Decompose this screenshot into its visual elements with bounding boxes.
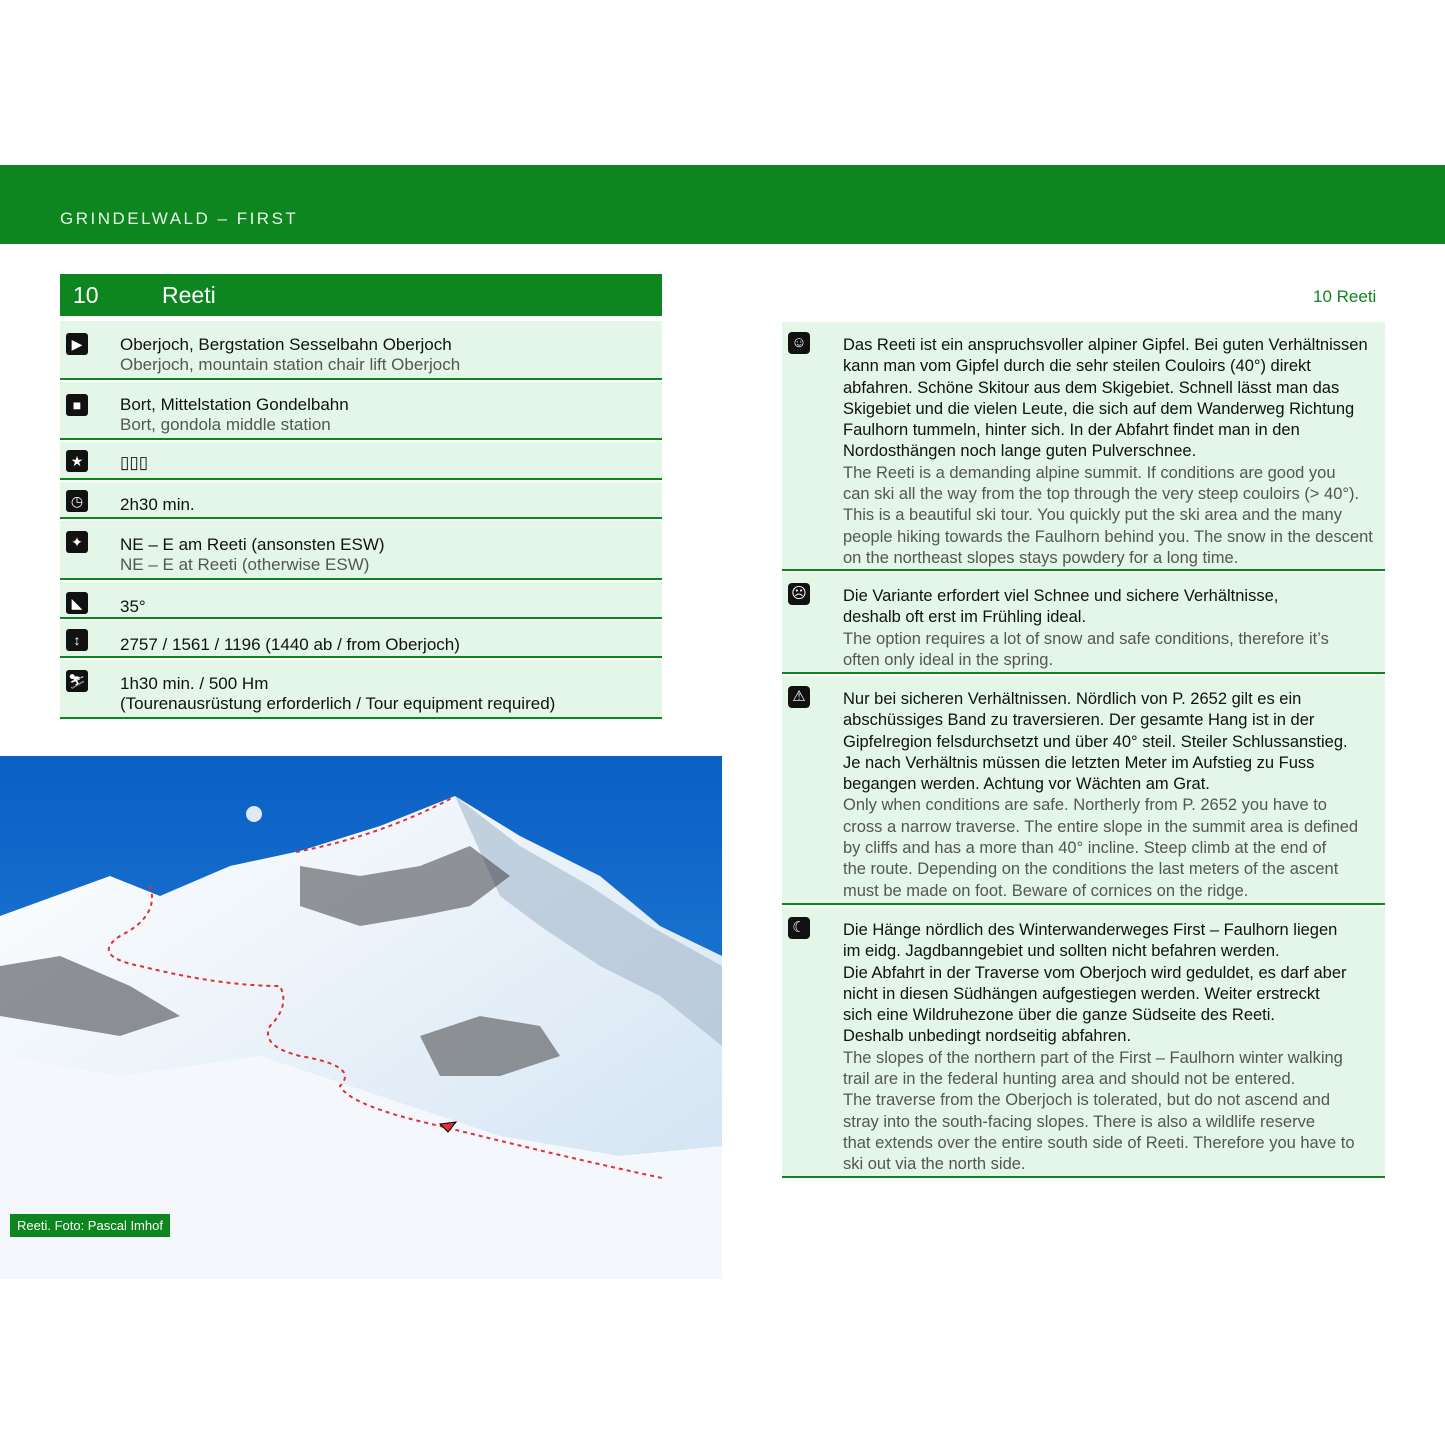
- note-line-en: often only ideal in the spring.: [843, 650, 1054, 669]
- ascent-icon: ⛷: [66, 670, 88, 692]
- note-line-en: on the northeast slopes stays powdery for a long time.: [843, 548, 1239, 567]
- fact-elevation-value: 2757 / 1561 / 1196 (1440 ab / from Oberjoch): [120, 635, 460, 654]
- note-line-de: deshalb oft erst im Frühling ideal.: [843, 608, 1087, 627]
- fact-ascent-en: (Tourenausrüstung erforderlich / Tour equipment required): [120, 694, 556, 713]
- note-line-en: that extends over the entire south side of Reeti. Therefore you have to: [843, 1133, 1355, 1152]
- note-line-en: people hiking towards the Faulhorn behind you. The snow in the descent: [843, 527, 1373, 546]
- note-line-en: cross a narrow traverse. The entire slope in the summit area is defined: [843, 817, 1359, 836]
- wildlife-icon: ☾: [788, 917, 810, 939]
- smile-icon: ☺: [788, 332, 810, 354]
- note-wildlife-text: [843, 920, 1385, 1176]
- route-name: Reeti: [162, 282, 216, 308]
- note-line-en: the route. Depending on the conditions the last meters of the ascent: [843, 860, 1339, 879]
- region-title: GRINDELWALD – FIRST: [60, 209, 299, 228]
- note-line-de: Skigebiet und die vielen Leute, die sich auf dem Wanderweg Richtung: [843, 399, 1355, 418]
- fact-exposition: [60, 521, 662, 580]
- fact-duration-value: 2h30 min.: [120, 495, 195, 514]
- route-facts: [60, 321, 662, 721]
- note-line-en: ski out via the north side.: [843, 1155, 1026, 1174]
- fact-exposition-en: NE – E at Reeti (otherwise ESW): [120, 555, 370, 574]
- fact-slope-value: 35°: [120, 597, 146, 616]
- difficulty-icon: ★: [66, 450, 88, 472]
- note-line-en: This is a beautiful ski tour. You quickly put the ski area and the many: [843, 506, 1342, 525]
- note-line-de: kann man vom Gipfel durch die sehr steilen Couloirs (40°) direkt: [843, 357, 1311, 376]
- compass-icon: ✦: [66, 531, 88, 553]
- fact-exposition-de: NE – E am Reeti (ansonsten ESW): [120, 535, 385, 554]
- frown-icon: ☹: [788, 583, 810, 605]
- start-icon: ▶: [66, 333, 88, 355]
- slope-icon: ◣: [66, 592, 88, 614]
- mountain-photo: [0, 756, 722, 1279]
- header-band: [0, 165, 1445, 244]
- note-line-de: Die Hänge nördlich des Winterwanderweges First – Faulhorn liegen: [843, 921, 1338, 939]
- note-line-de: Faulhorn tummeln, hinter sich. In der Abfahrt findet man in den: [843, 421, 1300, 440]
- note-warning-text: [843, 689, 1385, 902]
- note-line-de: abschüssiges Band zu traversieren. Der gesamte Hang ist in der: [843, 711, 1315, 730]
- fact-start: [60, 321, 662, 380]
- fact-duration: [60, 482, 662, 519]
- fact-slope: [60, 582, 662, 619]
- note-line-de: Nur bei sicheren Verhältnissen. Nördlich von P. 2652 gilt es ein: [843, 690, 1302, 708]
- note-wildlife: [782, 907, 1385, 1178]
- clock-icon: ◷: [66, 490, 88, 512]
- elevation-icon: ↕: [66, 629, 88, 651]
- fact-start-de: Oberjoch, Bergstation Sesselbahn Oberjoch: [120, 335, 452, 354]
- note-line-de: abfahren. Schöne Skitour aus dem Skigebiet. Schnell lässt man das: [843, 378, 1340, 397]
- note-line-de: begangen werden. Achtung vor Wächten am Grat.: [843, 775, 1210, 794]
- fact-ascent: [60, 660, 662, 719]
- note-line-de: Je nach Verhältnis müssen die letzten Meter im Aufstieg zu Fuss: [843, 753, 1315, 772]
- note-negative: [782, 573, 1385, 674]
- moon: [246, 806, 262, 822]
- note-line-de: Nordosthängen noch lange guten Pulverschnee.: [843, 442, 1197, 461]
- note-line-en: must be made on foot. Beware of cornices on the ridge.: [843, 881, 1249, 900]
- fact-ascent-de: 1h30 min. / 500 Hm: [120, 674, 269, 693]
- fact-end-de: Bort, Mittelstation Gondelbahn: [120, 395, 349, 414]
- note-warning: [782, 676, 1385, 905]
- route-heading: [60, 274, 662, 316]
- note-line-en: can ski all the way from the top through the very steep couloirs (> 40°).: [843, 485, 1360, 504]
- note-line-de: nicht in diesen Südhängen aufgestiegen werden. Weiter erstreckt: [843, 984, 1320, 1003]
- note-line-en: The slopes of the northern part of the First – Faulhorn winter walking: [843, 1048, 1343, 1067]
- note-line-en: stray into the south-facing slopes. There is also a wildlife reserve: [843, 1112, 1316, 1131]
- fact-start-en: Oberjoch, mountain station chair lift Oberjoch: [120, 355, 461, 374]
- route-notes: [782, 322, 1385, 1180]
- fact-elevation: [60, 621, 662, 658]
- note-line-de: im eidg. Jagdbanngebiet und sollten nicht befahren werden.: [843, 942, 1280, 961]
- photo-caption: Reeti. Foto: Pascal Imhof: [10, 1214, 170, 1237]
- fact-end: [60, 382, 662, 440]
- note-line-en: trail are in the federal hunting area and should not be entered.: [843, 1070, 1296, 1089]
- note-line-en: Only when conditions are safe. Northerly from P. 2652 you have to: [843, 796, 1327, 815]
- note-line-en: The option requires a lot of snow and safe conditions, therefore it’s: [843, 629, 1329, 648]
- note-line-de: Die Abfahrt in der Traverse vom Oberjoch wird geduldet, es darf aber: [843, 963, 1347, 982]
- note-line-en: by cliffs and has a more than 40° incline. Steep climb at the end of: [843, 839, 1327, 858]
- note-negative-text: [843, 586, 1385, 671]
- note-positive-text: [843, 335, 1385, 569]
- fact-difficulty: [60, 442, 662, 480]
- fact-end-en: Bort, gondola middle station: [120, 415, 331, 434]
- stop-icon: ■: [66, 394, 88, 416]
- right-route-heading: 10 Reeti: [1313, 287, 1377, 306]
- note-line-en: The Reeti is a demanding alpine summit. If conditions are good you: [843, 463, 1336, 482]
- note-line-de: Das Reeti ist ein anspruchsvoller alpiner Gipfel. Bei guten Verhältnissen: [843, 336, 1368, 354]
- note-line-de: sich eine Wildruhezone über die ganze Südseite des Reeti.: [843, 1006, 1276, 1025]
- note-line-de: Deshalb unbedingt nordseitig abfahren.: [843, 1027, 1132, 1046]
- route-number: 10: [73, 282, 99, 308]
- note-line-en: The traverse from the Oberjoch is tolerated, but do not ascend and: [843, 1091, 1331, 1110]
- mountain-illustration: [0, 756, 722, 1279]
- fact-difficulty-value: ▯▯▯: [120, 453, 149, 472]
- warning-icon: ⚠: [788, 686, 810, 708]
- note-line-de: Gipfelregion felsdurchsetzt und über 40° steil. Steiler Schlussanstieg.: [843, 732, 1348, 751]
- note-line-de: Die Variante erfordert viel Schnee und sichere Verhältnisse,: [843, 587, 1279, 605]
- note-positive: [782, 322, 1385, 571]
